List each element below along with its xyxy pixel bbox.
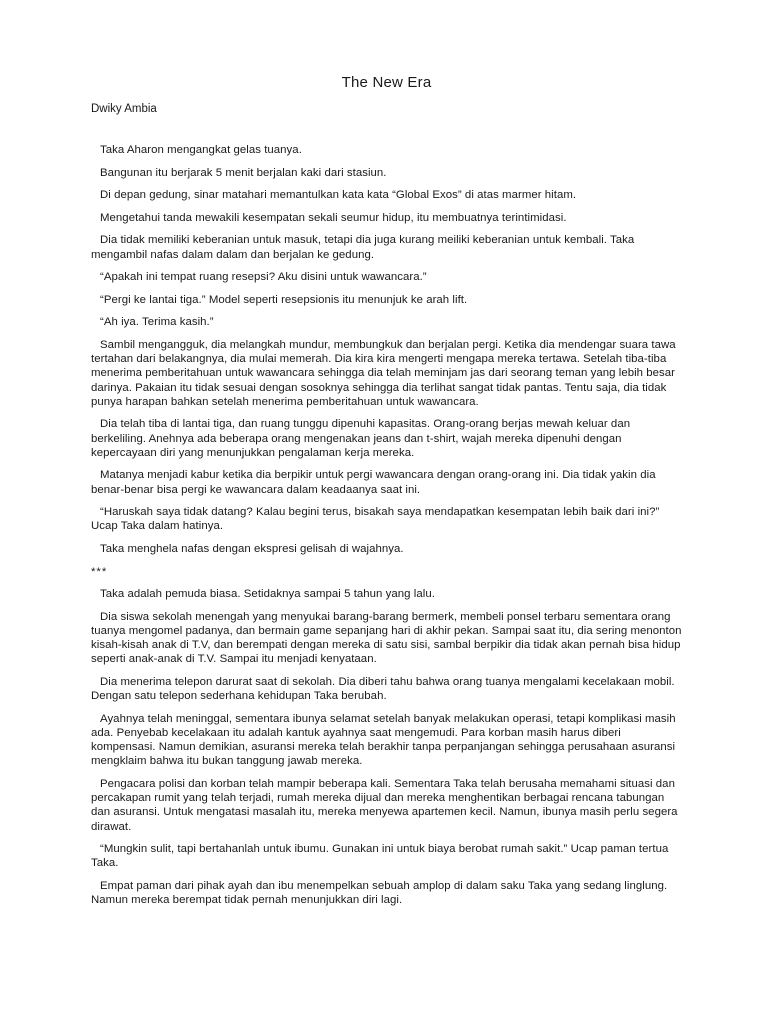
- story-paragraph: Taka adalah pemuda biasa. Setidaknya sampai 5 tahun yang lalu.: [100, 588, 435, 601]
- story-paragraph: Dia tidak memiliki keberanian untuk masuk, tetapi dia juga kurang meiliki keberanian untuk kembali. Taka mengambil nafas dalam dalam dan berjalan ke gedung.: [91, 234, 635, 261]
- story-paragraph: “Haruskah saya tidak datang? Kalau begini terus, bisakah saya mendapatkan kesempatan lebih baik dari ini?” Ucap Taka dalam hatinya.: [91, 506, 660, 533]
- story-paragraph: “Mungkin sulit, tapi bertahanlah untuk ibumu. Gunakan ini untuk biaya berobat rumah sakit.” Ucap paman tertua Taka.: [91, 843, 669, 870]
- story-paragraph: “Pergi ke lantai tiga.” Model seperti resepsionis itu menunjuk ke arah lift.: [100, 293, 468, 306]
- story-paragraph: Ayahnya telah meninggal, sementara ibunya selamat setelah banyak melakukan operasi, tetapi komplikasi masih ada. Penyebab kecelakaan itu adalah kantuk ayahnya saat mengemudi. Para korban masih harus diberi kompensasi. Namun demikian, asuransi mereka telah berakhir tanpa perpanjangan sehingga perusahaan asuransi mengklaim bahwa itu bukan tanggung jawab mereka.: [91, 712, 676, 768]
- story-paragraph: Di depan gedung, sinar matahari memantulkan kata kata “Global Exos” di atas marmer hitam.: [100, 189, 577, 202]
- story-paragraph: Taka menghela nafas dengan ekspresi gelisah di wajahnya.: [100, 542, 404, 555]
- story-paragraph: Dia menerima telepon darurat saat di sekolah. Dia diberi tahu bahwa orang tuanya mengalami kecelakaan mobil. Dengan satu telepon sederhana kehidupan Taka berubah.: [91, 675, 675, 703]
- story-paragraph: “Ah iya. Terima kasih.”: [100, 316, 214, 329]
- story-body: [91, 143, 682, 907]
- story-paragraph: Dia siswa sekolah menengah yang menyukai barang-barang bermerk, membeli ponsel terbaru sementara orang tuanya mengomel padanya, dan bermain game sepanjang hari di akhir pekan. Sampai saat itu, dia sering menonton kisah-kisah anak di T.V, dan berempati dengan mereka di satu sisi, sambal berpikir dia tidak akan pernah bisa hidup seperti anak-anak di T.V. Sampai itu menjadi kenyataan.: [91, 610, 682, 666]
- story-paragraph: “Apakah ini tempat ruang resepsi? Aku disini untuk wawancara.”: [100, 271, 427, 284]
- document-title: The New Era: [341, 74, 432, 91]
- story-paragraph: Pengacara polisi dan korban telah mampir beberapa kali. Sementara Taka telah berusaha memahami situasi dan percakapan rumit yang telah terjadi, rumah mereka dijual dan mereka menghentikan berbagai rencana tabungan dan asuransi. Untuk mengatasi masalah itu, mereka menyewa apartemen kecil. Namun, ibunya masih perlu segera dirawat.: [91, 777, 678, 833]
- story-paragraph: Mengetahui tanda mewakili kesempatan sekali seumur hidup, itu membuatnya terintimidasi.: [100, 211, 567, 224]
- document-author: Dwiky Ambia: [91, 103, 157, 115]
- story-paragraph: Bangunan itu berjarak 5 menit berjalan kaki dari stasiun.: [100, 166, 387, 179]
- story-paragraph: Taka Aharon mengangkat gelas tuanya.: [100, 144, 302, 156]
- story-paragraph: Dia telah tiba di lantai tiga, dan ruang tunggu dipenuhi kapasitas. Orang-orang berjas mewah keluar dan berkeliling. Anehnya ada beberapa orang mengenakan jeans dan t-shirt, wajah mereka dipenuhi dengan kepercayaan diri yang menunjukkan pengalaman kerja mereka.: [91, 418, 631, 459]
- story-paragraph: Matanya menjadi kabur ketika dia berpikir untuk pergi wawancara dengan orang-orang ini. Dia tidak yakin dia benar-benar bisa pergi ke wawancara dalam keadaanya saat ini.: [91, 469, 656, 496]
- story-paragraph: Empat paman dari pihak ayah dan ibu menempelkan sebuah amplop di dalam saku Taka yang sedang linglung. Namun mereka berempat tidak pernah menunjukkan diri lagi.: [91, 879, 668, 907]
- story-paragraph: Sambil mengangguk, dia melangkah mundur, membungkuk dan berjalan pergi. Ketika dia mendengar suara tawa tertahan dari belakangnya, dia mulai memerah. Dia kira kira mengerti mengapa mereka tertawa. Setelah tiba-tiba menerima pemberitahuan untuk wawancara sehingga dia telah meminjam jas dari seorang teman yang lebih besar darinya. Pakaian itu tidak sesuai dengan sosoknya sehingga dia terlihat sangat tidak pantas. Tentu saja, dia tidak punya harapan bahkan setelah menerima pemberitahuan untuk wawancara.: [91, 338, 676, 408]
- section-separator: ***: [91, 565, 108, 578]
